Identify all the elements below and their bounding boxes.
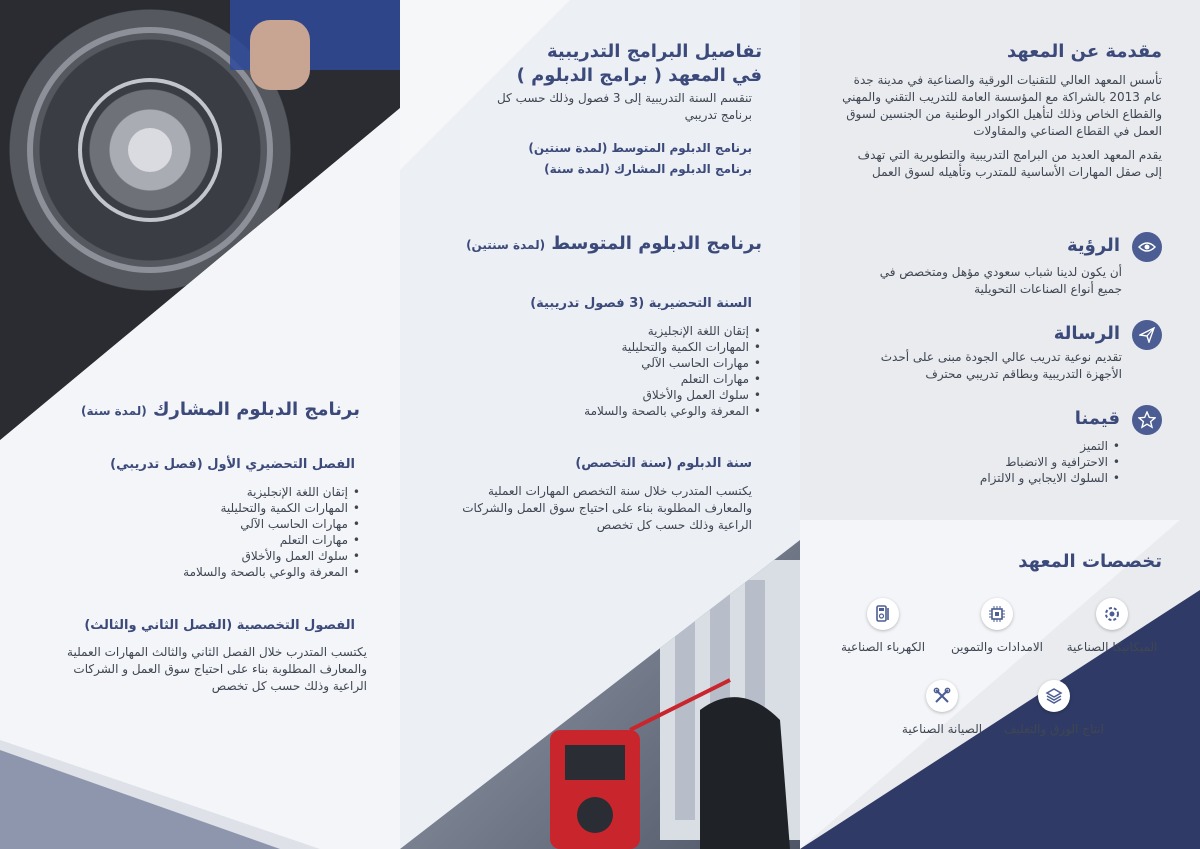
list-item: • سلوك العمل والأخلاق	[463, 387, 763, 403]
list-item: • مهارات التعلم	[463, 371, 763, 387]
special-semesters-text: يكتسب المتدرب خلال الفصل الثاني والثالث المهارات العملية والمعارف المطلوبة بناء على احتياج سوق العمل و الشركات الراعية وذلك حسب كل تخصص	[67, 645, 367, 693]
right-panel	[800, 0, 1200, 849]
star-icon	[1132, 405, 1162, 435]
program-link-associate[interactable]: برنامج الدبلوم المشارك (لمدة سنة)	[544, 162, 752, 176]
list-item: • مهارات الحاسب الآلي	[463, 355, 763, 371]
paper-plane-icon	[1132, 320, 1162, 350]
intro-paragraph-2: يقدم المعهد العديد من البرامج التدريبية والتطويرية التي تهدف إلى صقل المهارات الأساسية للمتدرب وتأهيله لسوق العمل	[857, 148, 1162, 179]
list-item: • مهارات الحاسب الآلي	[62, 516, 362, 532]
spec-industrial-electricity: الكهرباء الصناعية	[813, 598, 953, 654]
prep-year-title: السنة التحضيرية (3 فصول تدريبية)	[530, 296, 752, 311]
list-item: • مهارات التعلم	[62, 532, 362, 548]
list-item: • الاحترافية و الانضباط	[862, 454, 1122, 470]
list-item: • المعرفة والوعي بالصحة والسلامة	[463, 403, 763, 419]
intro-title: مقدمة عن المعهد	[1006, 41, 1162, 62]
values-list	[862, 438, 1122, 486]
spec-supply-logistics: الامدادات والتموين	[927, 598, 1067, 654]
list-item: • إتقان اللغة الإنجليزية	[463, 323, 763, 339]
engine-photo	[0, 0, 400, 440]
list-item: • السلوك الايجابي و الالتزام	[862, 470, 1122, 486]
spec-industrial-maintenance: الصيانة الصناعية	[872, 680, 1012, 736]
electrical-photo	[400, 540, 800, 849]
special-semesters-title: الفصول التخصصية (الفصل الثاني والثالث)	[84, 618, 355, 633]
diploma-year-title: سنة الدبلوم (سنة التخصص)	[575, 456, 752, 471]
mission-text: تقديم نوعية تدريب عالي الجودة مبنى على أحدث الأجهزة التدريبية وبطاقم تدريبي محترف	[880, 350, 1122, 381]
electrical-graphic	[400, 540, 800, 849]
tools-icon	[926, 680, 958, 712]
intermediate-diploma-title: برنامج الدبلوم المتوسط (لمدة سنتين)	[466, 233, 762, 254]
vision-title: الرؤية	[1067, 235, 1120, 256]
spec-industrial-mechanics: الميكانيكا الصناعية	[1042, 598, 1182, 654]
first-semester-list	[62, 484, 362, 580]
list-item: • المعرفة والوعي بالصحة والسلامة	[62, 564, 362, 580]
list-item: • المهارات الكمية والتحليلية	[463, 339, 763, 355]
multimeter-icon	[867, 598, 899, 630]
engine-graphic	[0, 0, 400, 440]
gray-triangle-left	[0, 740, 400, 849]
spec-paper-packaging: انتاج الورق والتغليف	[984, 680, 1124, 736]
eye-icon	[1132, 232, 1162, 262]
vision-text: أن يكون لدينا شباب سعودي مؤهل ومتخصص في جميع أنواع الصناعات التحويلية	[879, 265, 1122, 296]
list-item: • التميز	[862, 438, 1122, 454]
gear-icon	[1096, 598, 1128, 630]
list-item: • سلوك العمل والأخلاق	[62, 548, 362, 564]
list-item: • إتقان اللغة الإنجليزية	[62, 484, 362, 500]
left-panel	[0, 0, 400, 849]
program-link-intermediate[interactable]: برنامج الدبلوم المتوسط (لمدة سنتين)	[528, 141, 752, 155]
first-semester-title: الفصل التحضيري الأول (فصل تدريبي)	[110, 457, 355, 472]
values-title: قيمنا	[1074, 408, 1120, 429]
specializations-title: تخصصات المعهد	[1018, 551, 1162, 572]
programs-intro: تنقسم السنة التدريبية إلى 3 فصول وذلك حسب كل برنامج تدريبي	[496, 91, 752, 122]
intro-paragraph-1: تأسس المعهد العالي للتقنيات الورقية والصناعية في مدينة جدة عام 2013 بالشراكة مع المؤسسة العامة للتدريب التقني والمهني والقطاع الخاص وذلك لتأهيل الكوادر الوطنية من الجنسين لسوق العمل في القطاع الصناعي والمقاولات	[842, 73, 1162, 138]
layers-icon	[1038, 680, 1070, 712]
diploma-year-text: يكتسب المتدرب خلال سنة التخصص المهارات العملية والمعارف المطلوبة بناء على احتياج سوق العمل والشركات الراعية وذلك حسب كل تخصص	[462, 484, 752, 532]
associate-diploma-title: برنامج الدبلوم المشارك (لمدة سنة)	[81, 399, 360, 420]
prep-year-list	[463, 323, 763, 419]
list-item: • المهارات الكمية والتحليلية	[62, 500, 362, 516]
middle-panel	[400, 0, 800, 849]
programs-title: تفاصيل البرامج التدريبية في المعهد ( برامج الدبلوم )	[516, 41, 762, 86]
mission-title: الرسالة	[1053, 323, 1120, 344]
chip-icon	[981, 598, 1013, 630]
